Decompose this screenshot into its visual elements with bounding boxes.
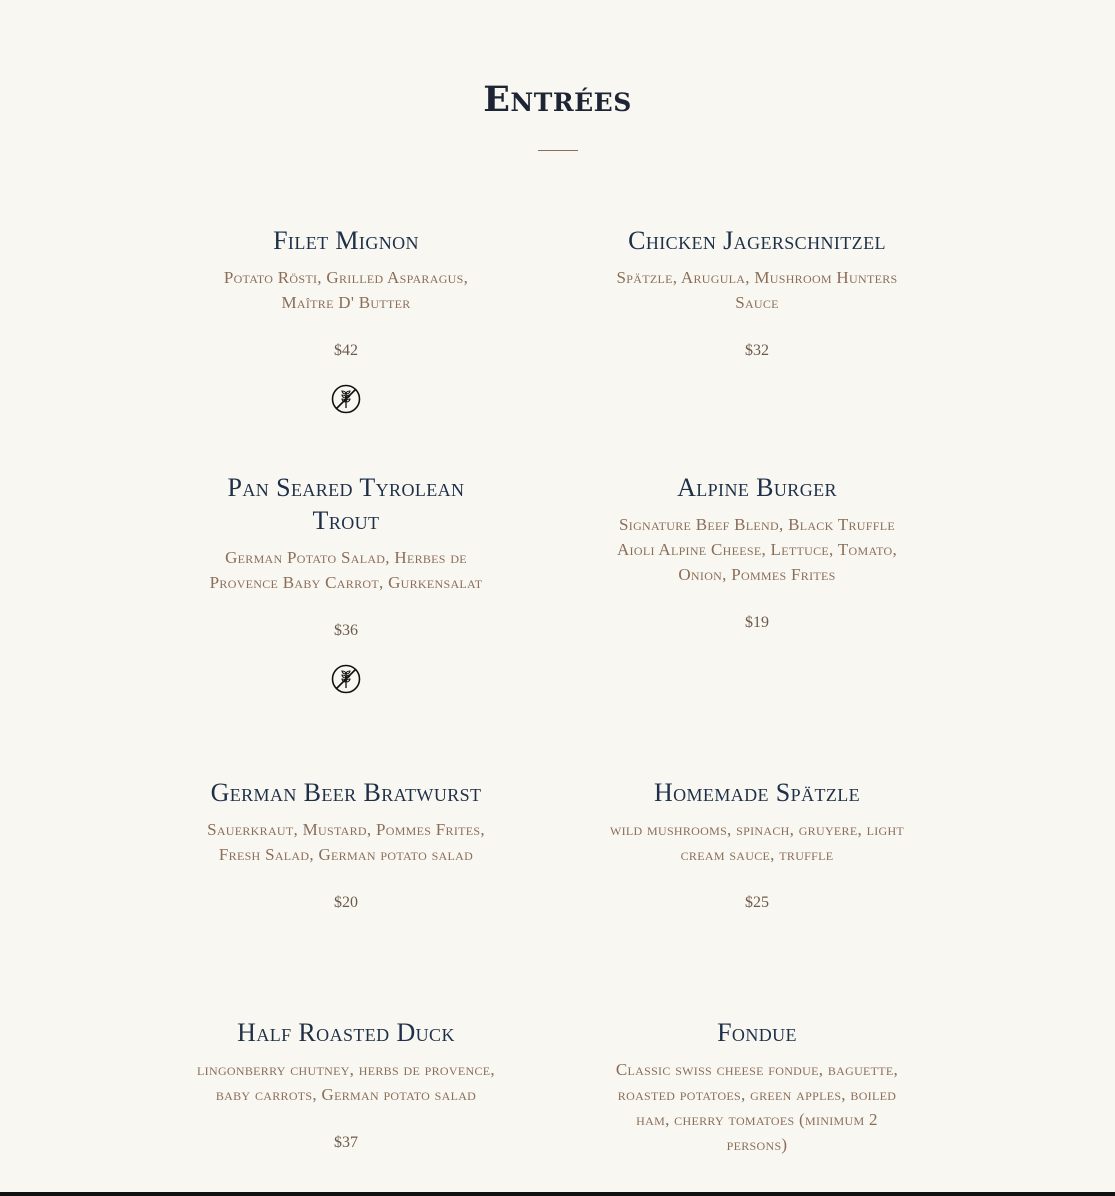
menu-item-fondue xyxy=(602,1016,912,1157)
gluten-free-icon xyxy=(331,664,361,694)
item-name: Filet Mignon xyxy=(273,226,419,255)
gluten-free-icon xyxy=(331,384,361,414)
section-title: Entrées xyxy=(483,79,632,120)
bottom-edge-bar xyxy=(0,1192,1115,1196)
item-name: Homemade Spätzle xyxy=(653,778,861,807)
item-price: $37 xyxy=(334,1134,358,1151)
menu-item-chicken-jagerschnitzel xyxy=(602,224,912,361)
item-description: lingonberry chutney, herbs de provence, baby carrots, German potato salad xyxy=(197,1060,495,1104)
item-price: $32 xyxy=(745,342,769,359)
menu-item-alpine-burger xyxy=(602,471,912,633)
item-description: Spätzle, Arugula, Mushroom Hunters Sauce xyxy=(616,268,898,312)
item-description: wild mushrooms, spinach, gruyere, light cream sauce, truffle xyxy=(609,820,905,864)
title-divider xyxy=(538,150,578,151)
item-description: German Potato Salad, Herbes de Provence Baby Carrot, Gurkensalat xyxy=(209,548,483,592)
item-name: Half Roasted Duck xyxy=(237,1018,455,1047)
item-price: $42 xyxy=(334,342,358,359)
menu-item-german-beer-bratwurst xyxy=(191,776,501,913)
menu-item-filet-mignon xyxy=(191,224,501,418)
item-description: Potato Rösti, Grilled Asparagus, Maître D' Butter xyxy=(223,268,469,312)
menu-item-homemade-spaetzle xyxy=(602,776,912,913)
item-name: Chicken Jagerschnitzel xyxy=(628,226,886,255)
item-price: $36 xyxy=(334,622,358,639)
item-description: Sauerkraut, Mustard, Pommes Frites, Fresh Salad, German potato salad xyxy=(207,820,485,864)
item-price: $25 xyxy=(745,894,769,911)
item-name: Pan Seared Tyrolean Trout xyxy=(227,473,465,535)
item-name: German Beer Bratwurst xyxy=(210,778,482,807)
item-name: Alpine Burger xyxy=(677,473,837,502)
item-price: $19 xyxy=(745,614,769,631)
item-description: Classic swiss cheese fondue, baguette, roasted potatoes, green apples, boiled ham, cherry tomatoes (minimum 2 persons) xyxy=(615,1060,899,1154)
item-name: Fondue xyxy=(717,1018,797,1047)
item-description: Signature Beef Blend, Black Truffle Aioli Alpine Cheese, Lettuce, Tomato, Onion, Pommes Frites xyxy=(616,515,898,584)
menu-item-pan-seared-tyrolean-trout xyxy=(191,471,501,698)
item-price: $20 xyxy=(334,894,358,911)
menu-item-half-roasted-duck xyxy=(191,1016,501,1153)
